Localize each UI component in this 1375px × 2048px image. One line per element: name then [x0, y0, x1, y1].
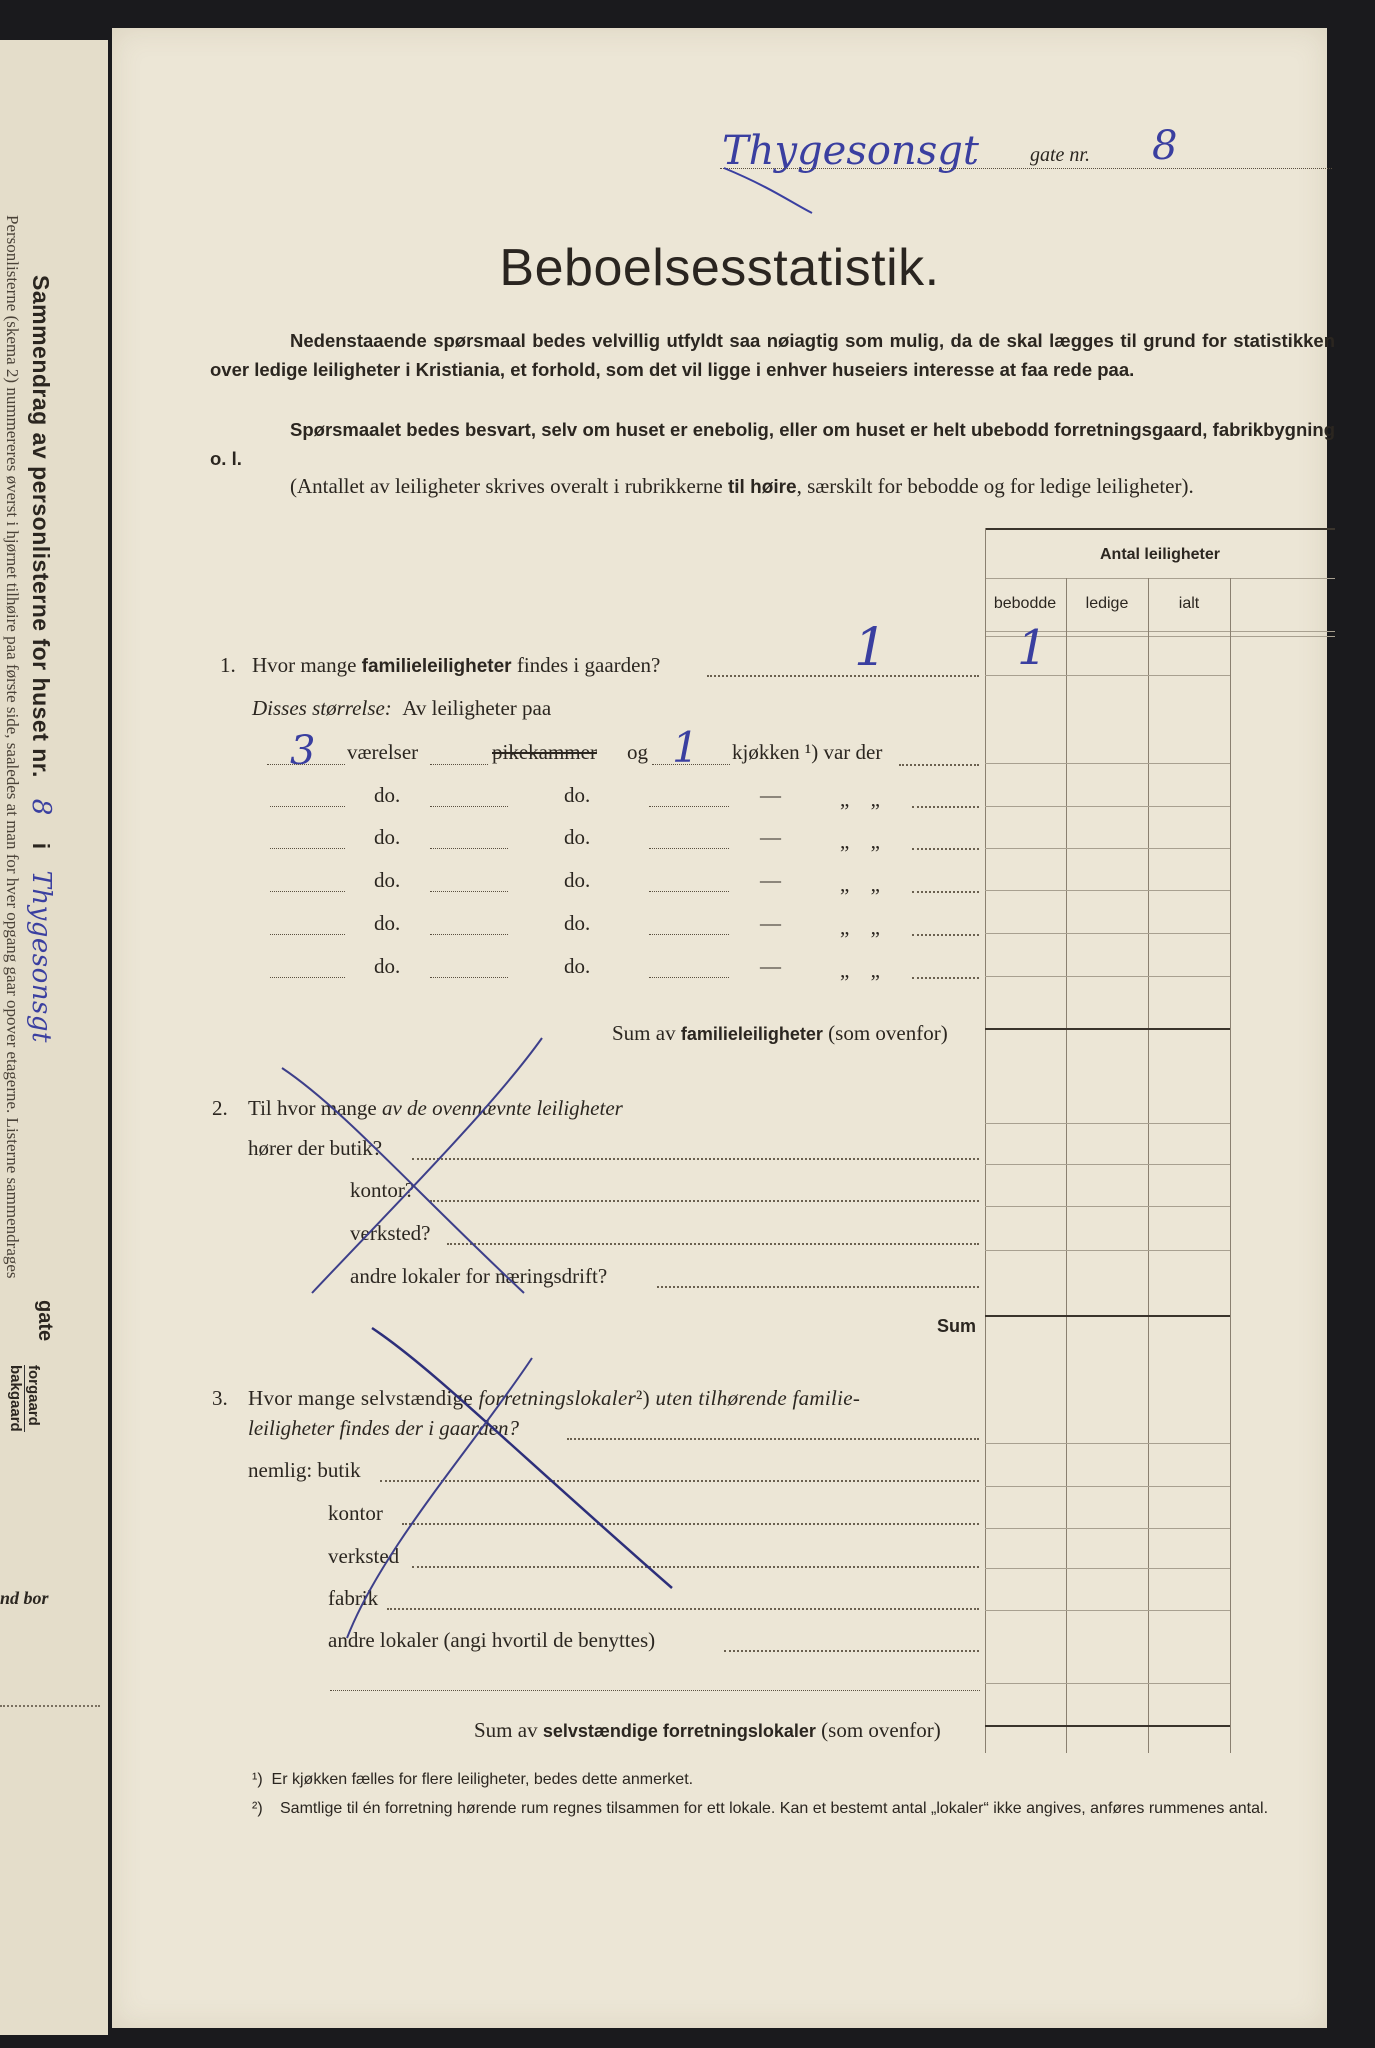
q1-bebodde-handwritten: 1	[1017, 620, 1048, 676]
do-row-ditto: „ „	[840, 872, 888, 896]
summary-gate-label: gate	[34, 1300, 56, 1342]
q1-sum-a: Sum av	[612, 1021, 681, 1045]
do-row-label: do.	[374, 954, 401, 978]
do-row-dash: —	[760, 954, 781, 978]
bakgaard-label: bakgaard	[7, 1365, 24, 1432]
q3-sum-c: (som ovenfor)	[815, 1718, 941, 1742]
street-underline-flourish	[724, 168, 812, 213]
do-row-dash: —	[760, 868, 781, 892]
q3-number: 3.	[212, 1386, 228, 1410]
footnote-1-mark: ¹)	[252, 1771, 263, 1788]
do-row-ditto: „ „	[840, 915, 888, 939]
intro-p3-c: , særskilt for bebodde og for ledige leiligheter).	[796, 474, 1194, 498]
q2-butik: hører der butik?	[248, 1136, 383, 1160]
footnote-2-mark: ²)	[252, 1800, 263, 1817]
street-name-handwritten: Thygesonsgt	[722, 128, 979, 174]
q3-text-italic: forretningslokaler	[478, 1386, 637, 1410]
do-row-label: do.	[374, 783, 401, 807]
col-bebodde: bebodde	[993, 595, 1057, 612]
summary-i-label: i	[28, 842, 54, 850]
q2-text-italic: av de ovennævnte leiligheter	[381, 1096, 623, 1120]
form-page	[112, 28, 1335, 2028]
footnote-2-text: Samtlige til én forretning hørende rum regnes tilsammen for ett lokale. Kan et bestemt antal „lokaler“ ikke angives, anføres rummenes antal.	[280, 1800, 1269, 1817]
footnote-2	[252, 1796, 1332, 1822]
forgaard-label: forgaard	[24, 1365, 42, 1432]
gate-nr-label: gate nr.	[1030, 144, 1090, 166]
q1-number: 1.	[220, 653, 236, 677]
q3-butik: nemlig: butik	[248, 1458, 361, 1482]
do-row-label: do.	[374, 825, 401, 849]
q2-cross-stroke-2	[312, 1038, 542, 1293]
do-row-ditto: „ „	[840, 958, 888, 982]
summary-house-number: 8	[26, 798, 56, 816]
q3-sum-a: Sum av	[474, 1718, 543, 1742]
do-row-label: do.	[374, 868, 401, 892]
q3-fabrik: fabrik	[328, 1586, 379, 1610]
do-row-dash: —	[760, 783, 781, 807]
q3-sum-bold: selvstændige forretningslokaler	[542, 1721, 816, 1741]
q2-number: 2.	[212, 1096, 228, 1120]
q3-kontor: kontor	[328, 1501, 383, 1525]
q1-sizes-text: Av leiligheter paa	[402, 696, 552, 720]
q2-andre: andre lokaler for næringsdrift?	[350, 1264, 608, 1288]
q1-text-c: findes i gaarden?	[511, 653, 661, 677]
do-row-dash: —	[760, 825, 781, 849]
table-group-header: Antal leiligheter	[1099, 546, 1221, 563]
do-row-dash: —	[760, 911, 781, 935]
summary-street: Thygesonsgt	[26, 870, 56, 1043]
do-row-label-2: do.	[564, 868, 591, 892]
q1-sum-bold: familieleiligheter	[680, 1024, 823, 1044]
kitchens-handwritten: 1	[672, 723, 699, 772]
pikekammer-struck: pikekammer	[492, 740, 597, 764]
do-row-label-2: do.	[564, 911, 591, 935]
col-ialt: ialt	[1178, 595, 1200, 612]
q2-cross-stroke-1	[282, 1068, 524, 1293]
q3-text-a: Hvor mange selvstændige	[248, 1386, 479, 1410]
previous-page-strip	[0, 40, 108, 2035]
q3-cross-stroke-2	[347, 1358, 532, 1638]
rooms-handwritten: 3	[290, 728, 316, 774]
intro-p3-bold: til høire	[727, 477, 797, 498]
summary-dotted-line	[0, 1705, 100, 1707]
q2-kontor: kontor?	[350, 1178, 415, 1202]
summary-bor-text: nd bor	[0, 1588, 49, 1608]
gate-number-handwritten: 8	[1152, 123, 1178, 169]
do-row-label-2: do.	[564, 954, 591, 978]
q2-verksted: verksted?	[350, 1221, 431, 1245]
footnote-1	[252, 1771, 693, 1789]
q1-text-bold: familieleiligheter	[361, 656, 512, 677]
summary-yard-labels	[7, 1365, 42, 1432]
do-row-ditto: „ „	[840, 829, 888, 853]
q1-answer-handwritten: 1	[854, 618, 888, 678]
intro-p3-a: (Antallet av leiligheter skrives overalt i rubrikkerne	[290, 474, 728, 498]
q1-sum-c: (som ovenfor)	[822, 1021, 948, 1045]
summary-title-text: Sammendrag av personlisterne for huset nr.	[28, 275, 54, 778]
q3-text-d: uten tilhørende familie-	[655, 1386, 861, 1410]
q3-verksted: verksted	[328, 1544, 400, 1568]
q3-text-c: ²)	[636, 1386, 656, 1410]
cross-out-marks	[112, 28, 1327, 2028]
og-label: og	[627, 740, 648, 764]
page-title: Beboelsesstatistik.	[499, 239, 940, 297]
kjokken-label: kjøkken ¹) var der	[732, 740, 883, 764]
q3-andre: andre lokaler (angi hvortil de benyttes)	[328, 1628, 656, 1652]
q2-sum: Sum	[937, 1316, 977, 1336]
do-row-label-2: do.	[564, 783, 591, 807]
q2-text-a: Til hvor mange	[248, 1096, 382, 1120]
intro-paragraph-1: Nedenstaaende spørsmaal bedes velvillig utfyldt saa nøiagtig som mulig, da de skal lægges til grund for statistikken over ledige leiligheter i Kristiania, et forhold, som det vil ligge i enhver huseiers interesse at faa rede paa.	[210, 330, 1335, 380]
footnote-1-text: Er kjøkken fælles for flere leiligheter, bedes dette anmerket.	[271, 1771, 694, 1788]
do-row-label: do.	[374, 911, 401, 935]
do-row-ditto: „ „	[840, 787, 888, 811]
intro-paragraph-2: Spørsmaalet bedes besvart, selv om huset er enebolig, eller om huset er helt ubebodd forretningsgaard, fabrikbygning o. l.	[210, 419, 1335, 469]
summary-title	[26, 275, 56, 1043]
q1-sizes-label: Disses størrelse:	[252, 696, 392, 720]
do-row-label-2: do.	[564, 825, 591, 849]
q3-line2: leiligheter findes der i gaarden?	[248, 1416, 520, 1440]
vaerelser-label: værelser	[347, 740, 419, 764]
col-ledige: ledige	[1085, 595, 1129, 612]
q1-text-a: Hvor mange	[252, 653, 362, 677]
summary-note: Personlisterne (skema 2) nummereres øverst i hjørnet tilhøire paa første side, saaledes at man for hver opgang gaar opover etagerne. Listerne sammendrages	[3, 215, 22, 1279]
q3-cross-stroke-1	[372, 1328, 672, 1588]
